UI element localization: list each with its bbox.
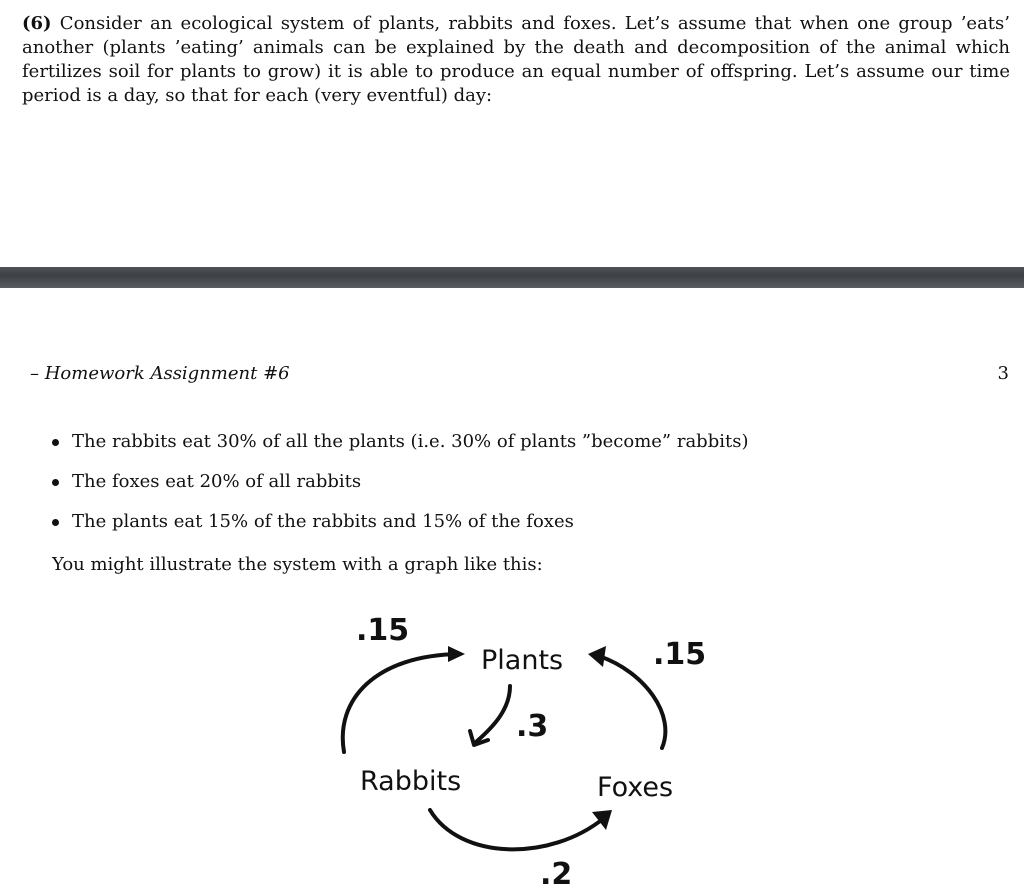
list-item bbox=[52, 430, 748, 454]
node-plants: Plants bbox=[481, 645, 564, 676]
bullet-icon bbox=[52, 439, 59, 446]
previous-page-fragment bbox=[0, 0, 1024, 267]
problem-text: Consider an ecological system of plants, rabbits and foxes. Let’s assume that when one group ’eats’ another (plants ’eating’ animals can be explained by the death and decomposition of the animal which fertilizes soil for plants to grow) it is able to produce an equal number of offspring. Let’s assume our time period is a day, so that for each (very eventful) day: bbox=[22, 13, 1010, 106]
node-rabbits: Rabbits bbox=[360, 766, 462, 797]
rate-foxes-to-plants: .15 bbox=[653, 637, 707, 672]
arrowhead-icon bbox=[448, 646, 465, 662]
problem-statement bbox=[22, 12, 1010, 108]
edge-rabbits-to-foxes bbox=[430, 810, 604, 849]
rate-rabbits-to-plants: .15 bbox=[356, 613, 410, 648]
list-item-text: The rabbits eat 30% of all the plants (i.e. 30% of plants ”become” rabbits) bbox=[72, 431, 749, 452]
rate-rabbits-to-foxes: .2 bbox=[540, 857, 573, 892]
list-item-text: The plants eat 15% of the rabbits and 15% of the foxes bbox=[72, 511, 574, 532]
list-item bbox=[52, 470, 748, 494]
rules-list bbox=[52, 430, 748, 550]
bullet-icon bbox=[52, 519, 59, 526]
running-title: – Homework Assignment #6 bbox=[30, 363, 290, 384]
list-item bbox=[52, 510, 748, 534]
edge-plants-to-rabbits bbox=[476, 686, 510, 742]
rate-plants-to-rabbits: .3 bbox=[516, 709, 549, 744]
page-number: 3 bbox=[997, 363, 1009, 384]
arrowhead-icon bbox=[588, 646, 606, 667]
diagram-intro: You might illustrate the system with a graph like this: bbox=[52, 554, 543, 575]
page-separator bbox=[0, 267, 1024, 288]
node-foxes: Foxes bbox=[597, 772, 674, 803]
problem-number: (6) bbox=[22, 13, 52, 34]
list-item-text: The foxes eat 20% of all rabbits bbox=[72, 471, 362, 492]
edge-rabbits-to-plants bbox=[343, 654, 460, 752]
ecosystem-graph bbox=[320, 600, 740, 892]
bullet-icon bbox=[52, 479, 59, 486]
